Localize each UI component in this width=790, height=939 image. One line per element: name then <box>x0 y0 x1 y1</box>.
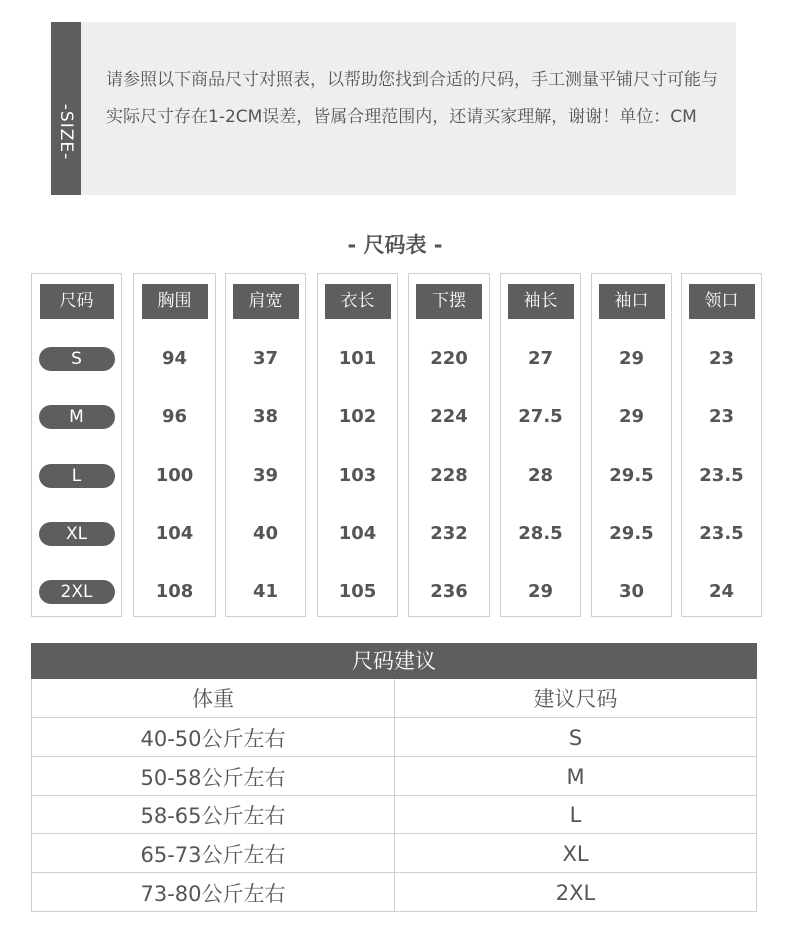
measurement-cell: 224 <box>430 406 468 427</box>
recommendation-title: 尺码建议 <box>31 643 757 679</box>
table-row <box>32 795 756 834</box>
measurement-cell: 104 <box>338 523 377 544</box>
measurement-cell: 232 <box>430 523 468 544</box>
column-header: 尺码 <box>40 284 114 319</box>
measurement-cell: 23.5 <box>699 465 744 486</box>
measurement-cell: 108 <box>155 581 194 602</box>
measurement-cell: 236 <box>430 581 468 602</box>
measurement-cell: 101 <box>338 348 377 369</box>
weight-cell: 73-80公斤左右 <box>32 873 395 912</box>
size-column <box>681 273 762 617</box>
size-label-pill: S <box>39 347 115 371</box>
weight-cell: 58-65公斤左右 <box>32 796 395 834</box>
measurement-cell: 37 <box>252 348 279 369</box>
measurement-cell: 30 <box>618 581 645 602</box>
measurement-cell: 23.5 <box>699 523 744 544</box>
measurement-cell: 105 <box>338 581 377 602</box>
size-label-pill: M <box>39 405 115 429</box>
measurement-cell: 29.5 <box>609 465 654 486</box>
measurement-cell: 96 <box>161 406 188 427</box>
column-header: 下摆 <box>416 284 482 319</box>
measurement-cell: 94 <box>161 348 188 369</box>
column-header: 袖口 <box>599 284 665 319</box>
measurement-cell: 23 <box>708 406 735 427</box>
size-column <box>408 273 490 617</box>
table-row <box>32 756 756 796</box>
size-column <box>31 273 122 617</box>
size-cell: XL <box>562 841 589 866</box>
size-label-pill: XL <box>39 522 115 546</box>
measurement-cell: 41 <box>252 581 279 602</box>
measurement-cell: 28.5 <box>518 523 563 544</box>
column-header: 胸围 <box>142 284 208 319</box>
table-row <box>32 833 756 873</box>
size-cell: 2XL <box>555 880 596 905</box>
weight-column-header: 体重 <box>32 679 395 717</box>
size-tag: -SIZE- <box>56 103 76 161</box>
weight-cell: 65-73公斤左右 <box>32 834 395 873</box>
measurement-cell: 104 <box>155 523 194 544</box>
size-intro-panel <box>51 22 736 195</box>
recommendation-header-row <box>32 679 756 717</box>
size-column <box>317 273 398 617</box>
measurement-cell: 40 <box>252 523 279 544</box>
size-cell: S <box>568 725 583 750</box>
weight-cell: 40-50公斤左右 <box>32 718 395 757</box>
measurement-cell: 228 <box>430 465 468 486</box>
size-cell: L <box>569 803 582 827</box>
measurement-cell: 38 <box>252 406 279 427</box>
size-label-pill: 2XL <box>39 580 115 604</box>
column-header: 领口 <box>689 284 755 319</box>
measurement-cell: 103 <box>338 465 377 486</box>
size-column <box>133 273 216 617</box>
size-chart-title: - 尺码表 - <box>347 233 443 257</box>
size-recommendation-table <box>31 643 757 912</box>
size-column <box>225 273 306 617</box>
measurement-cell: 39 <box>252 465 279 486</box>
measurement-cell: 220 <box>430 348 468 369</box>
measurement-cell: 102 <box>338 406 377 427</box>
size-column <box>591 273 672 617</box>
column-header: 袖长 <box>508 284 574 319</box>
column-header: 衣长 <box>325 284 391 319</box>
measurement-cell: 27 <box>527 348 554 369</box>
table-row <box>32 872 756 912</box>
measurement-cell: 100 <box>155 465 194 486</box>
size-column-header: 建议尺码 <box>533 687 618 711</box>
measurement-cell: 24 <box>708 581 735 602</box>
column-header: 肩宽 <box>233 284 299 319</box>
size-intro-text: 请参照以下商品尺寸对照表，以帮助您找到合适的尺码，手工测量平铺尺寸可能与实际尺寸存在1-2CM误差，皆属合理范围内，还请买家理解，谢谢！单位：CM <box>106 70 718 127</box>
measurement-cell: 23 <box>708 348 735 369</box>
measurement-cell: 29.5 <box>609 523 654 544</box>
measurement-cell: 29 <box>618 348 645 369</box>
measurement-cell: 29 <box>527 581 554 602</box>
measurement-cell: 29 <box>618 406 645 427</box>
table-row <box>32 717 756 757</box>
size-column <box>500 273 581 617</box>
measurement-cell: 27.5 <box>518 406 563 427</box>
size-cell: M <box>566 764 585 789</box>
weight-cell: 50-58公斤左右 <box>32 757 395 796</box>
size-label-pill: L <box>39 464 115 488</box>
measurement-cell: 28 <box>527 465 554 486</box>
size-side-bar <box>51 22 81 195</box>
